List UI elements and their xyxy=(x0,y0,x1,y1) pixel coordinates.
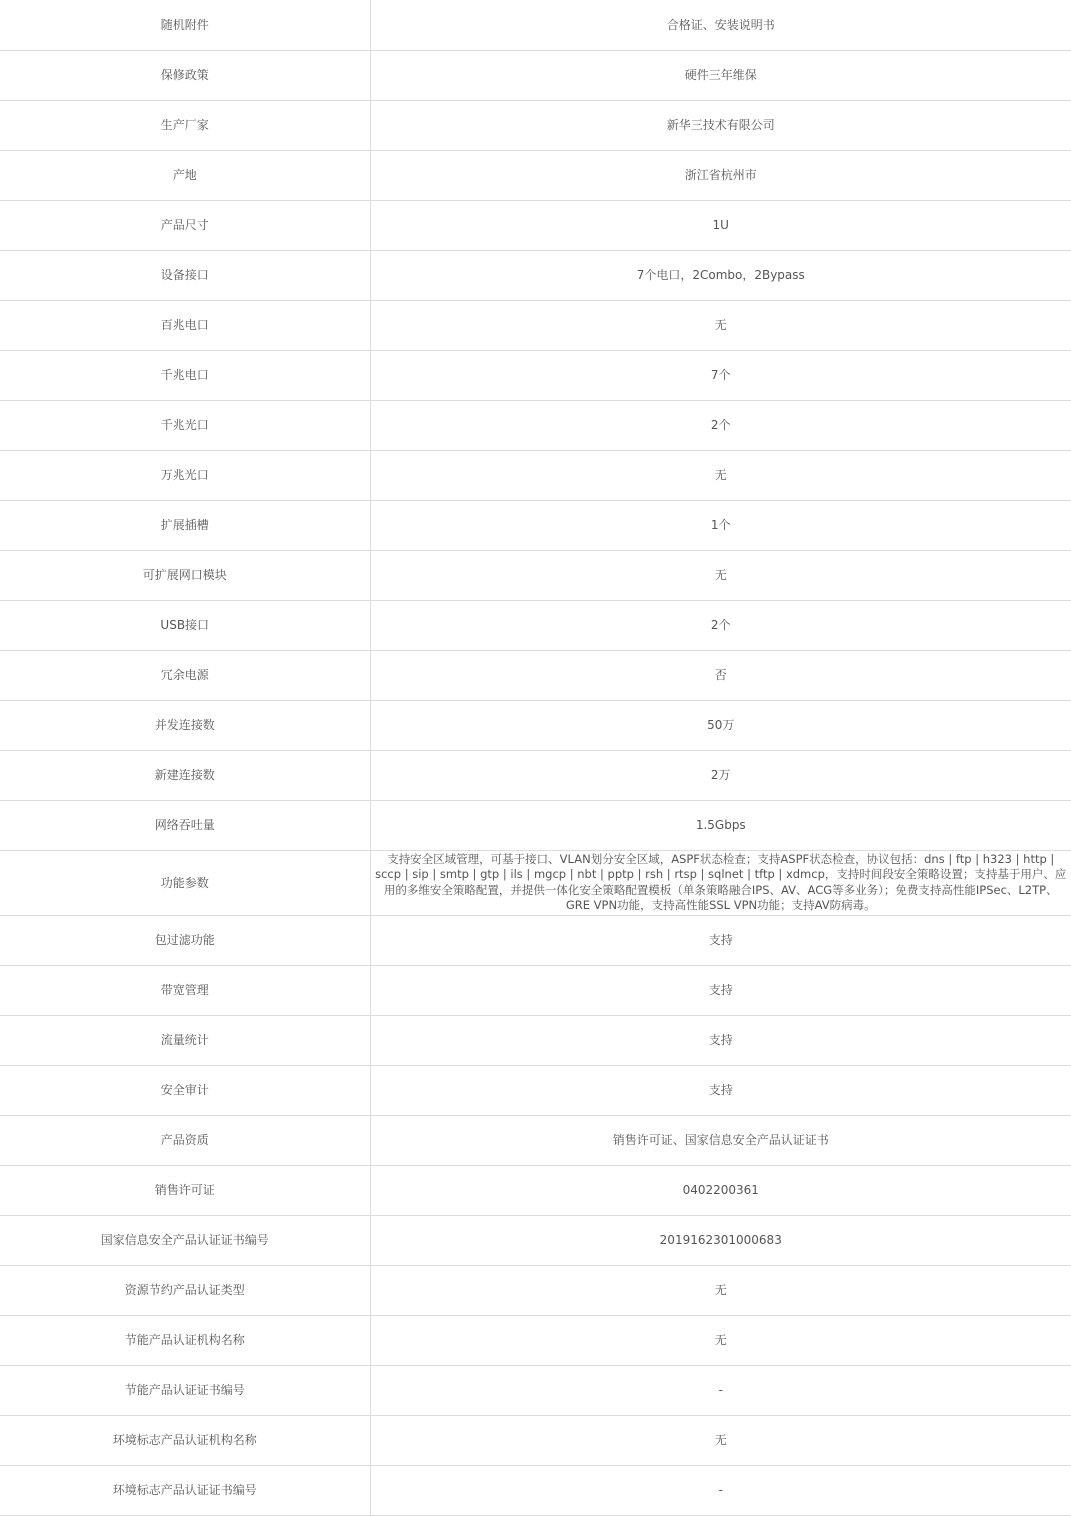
spec-label: 产品资质 xyxy=(0,1115,370,1165)
spec-value: 无 xyxy=(370,1265,1071,1315)
spec-label: 安全审计 xyxy=(0,1065,370,1115)
spec-label: 包过滤功能 xyxy=(0,915,370,965)
spec-label: 冗余电源 xyxy=(0,650,370,700)
spec-label: 网络吞吐量 xyxy=(0,800,370,850)
spec-value: 销售许可证、国家信息安全产品认证证书 xyxy=(370,1115,1071,1165)
spec-value: 2个 xyxy=(370,600,1071,650)
spec-label: 产品尺寸 xyxy=(0,200,370,250)
spec-label: 随机附件 xyxy=(0,0,370,50)
table-row xyxy=(0,400,1071,450)
spec-value: 无 xyxy=(370,550,1071,600)
spec-value: 1.5Gbps xyxy=(370,800,1071,850)
spec-value: 1U xyxy=(370,200,1071,250)
table-row xyxy=(0,965,1071,1015)
spec-label: 节能产品认证机构名称 xyxy=(0,1315,370,1365)
table-row xyxy=(0,1215,1071,1265)
spec-value: 否 xyxy=(370,650,1071,700)
spec-label: 万兆光口 xyxy=(0,450,370,500)
spec-value: 2万 xyxy=(370,750,1071,800)
spec-label: 产地 xyxy=(0,150,370,200)
spec-value: 7个 xyxy=(370,350,1071,400)
table-row xyxy=(0,300,1071,350)
spec-label: 带宽管理 xyxy=(0,965,370,1015)
spec-label: 千兆电口 xyxy=(0,350,370,400)
spec-value: 新华三技术有限公司 xyxy=(370,100,1071,150)
table-row xyxy=(0,50,1071,100)
spec-value: 2个 xyxy=(370,400,1071,450)
spec-value: 浙江省杭州市 xyxy=(370,150,1071,200)
table-row xyxy=(0,1365,1071,1415)
spec-value: 7个电口，2Combo，2Bypass xyxy=(370,250,1071,300)
table-row xyxy=(0,1415,1071,1465)
spec-label: 生产厂家 xyxy=(0,100,370,150)
spec-value: 无 xyxy=(370,300,1071,350)
table-row xyxy=(0,700,1071,750)
spec-value: 硬件三年维保 xyxy=(370,50,1071,100)
spec-label: 节能产品认证证书编号 xyxy=(0,1365,370,1415)
table-row xyxy=(0,250,1071,300)
table-row xyxy=(0,1265,1071,1315)
table-row xyxy=(0,150,1071,200)
spec-label: 国家信息安全产品认证证书编号 xyxy=(0,1215,370,1265)
spec-value: 支持 xyxy=(370,965,1071,1015)
table-row xyxy=(0,500,1071,550)
table-row xyxy=(0,750,1071,800)
table-row xyxy=(0,1165,1071,1215)
spec-value: 无 xyxy=(370,1315,1071,1365)
spec-label: 千兆光口 xyxy=(0,400,370,450)
table-row xyxy=(0,200,1071,250)
spec-label: 环境标志产品认证机构名称 xyxy=(0,1415,370,1465)
spec-value: 支持 xyxy=(370,1065,1071,1115)
table-row xyxy=(0,650,1071,700)
spec-value: 2019162301000683 xyxy=(370,1215,1071,1265)
table-row xyxy=(0,100,1071,150)
spec-value: 合格证、安装说明书 xyxy=(370,0,1071,50)
spec-value: 50万 xyxy=(370,700,1071,750)
spec-label: 可扩展网口模块 xyxy=(0,550,370,600)
table-row xyxy=(0,550,1071,600)
spec-value: 1个 xyxy=(370,500,1071,550)
spec-label: 资源节约产品认证类型 xyxy=(0,1265,370,1315)
spec-value: 0402200361 xyxy=(370,1165,1071,1215)
spec-value: 支持 xyxy=(370,1015,1071,1065)
table-row xyxy=(0,1465,1071,1515)
spec-label: 百兆电口 xyxy=(0,300,370,350)
spec-value: 支持安全区域管理，可基于接口、VLAN划分安全区域，ASPF状态检查；支持ASPF状态检查，协议包括：dns | ftp | h323 | http | sccp | sip | smtp | gtp | ils | mgcp | nbt | pptp | rsh | rtsp | sqlnet | tftp | xdmcp，支持时间段安全策略设置；支持基于用户、应用的多维安全策略配置，并提供一体化安全策略配置模板（单条策略融合IPS、AV、ACG等多业务）；免费支持高性能IPSec、L2TP、GRE VPN功能，支持高性能SSL VPN功能；支持AV防病毒。 xyxy=(370,850,1071,915)
spec-label: USB接口 xyxy=(0,600,370,650)
table-row xyxy=(0,800,1071,850)
spec-label: 流量统计 xyxy=(0,1015,370,1065)
table-row xyxy=(0,850,1071,915)
table-row xyxy=(0,1065,1071,1115)
spec-value: 支持 xyxy=(370,915,1071,965)
spec-label: 扩展插槽 xyxy=(0,500,370,550)
table-row xyxy=(0,1115,1071,1165)
spec-label: 环境标志产品认证证书编号 xyxy=(0,1465,370,1515)
table-row xyxy=(0,450,1071,500)
spec-label: 新建连接数 xyxy=(0,750,370,800)
spec-label: 保修政策 xyxy=(0,50,370,100)
table-row xyxy=(0,0,1071,50)
table-row xyxy=(0,600,1071,650)
table-row xyxy=(0,915,1071,965)
table-row xyxy=(0,1315,1071,1365)
spec-label: 设备接口 xyxy=(0,250,370,300)
spec-value: 无 xyxy=(370,450,1071,500)
table-row xyxy=(0,350,1071,400)
spec-value: - xyxy=(370,1465,1071,1515)
spec-value: 无 xyxy=(370,1415,1071,1465)
spec-label: 并发连接数 xyxy=(0,700,370,750)
spec-label: 功能参数 xyxy=(0,850,370,915)
spec-label: 销售许可证 xyxy=(0,1165,370,1215)
table-row xyxy=(0,1015,1071,1065)
spec-value: - xyxy=(370,1365,1071,1415)
